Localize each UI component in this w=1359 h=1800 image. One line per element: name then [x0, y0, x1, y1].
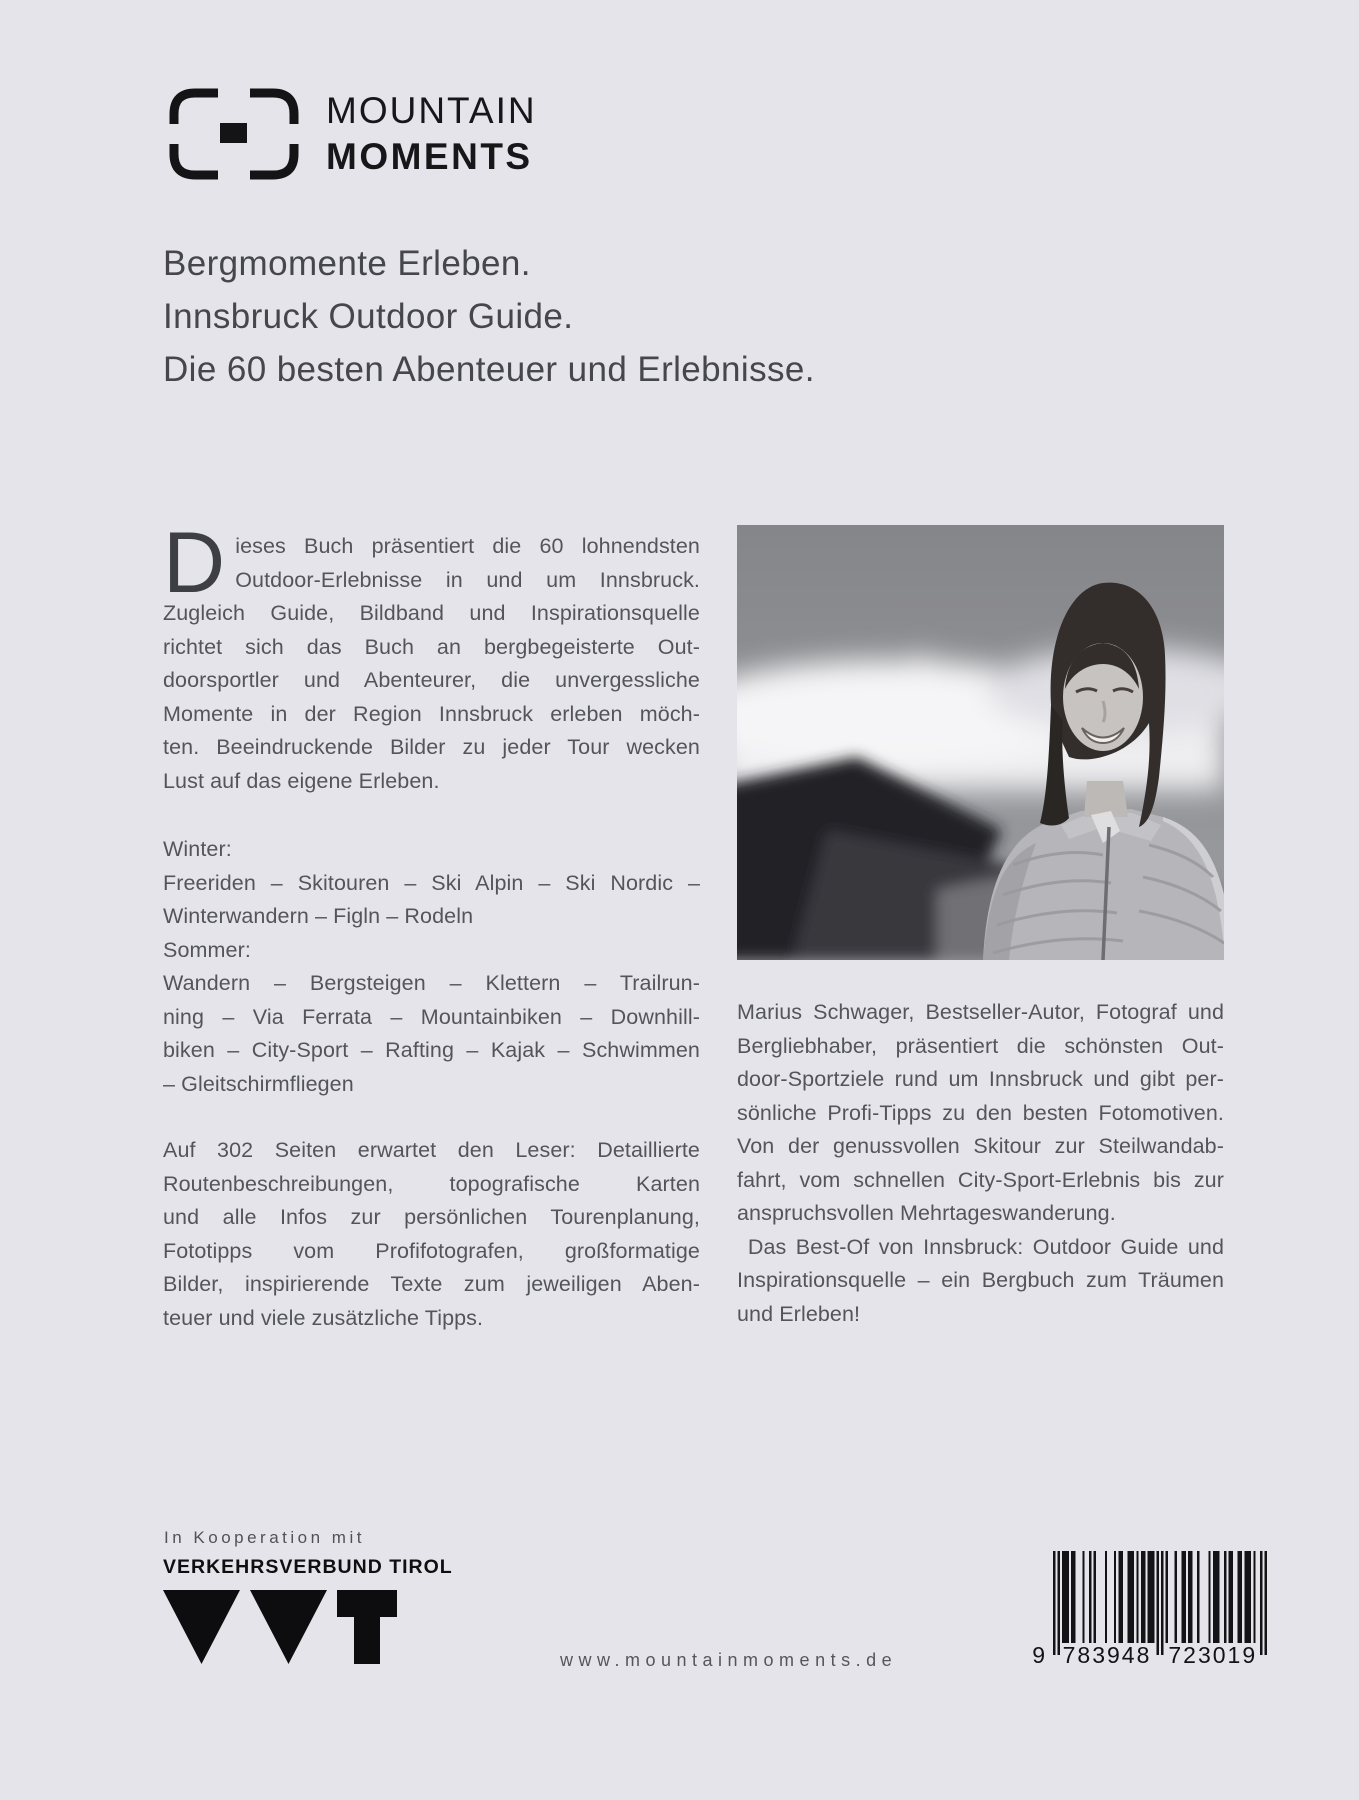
logo-word-moments: MOMENTS [326, 136, 533, 177]
mountain-moments-logo [163, 84, 537, 184]
vvt-logo [163, 1590, 397, 1664]
cooperation-label: In Kooperation mit [164, 1528, 365, 1547]
svg-text:783948: 783948 [1062, 1642, 1152, 1668]
camera-frame-icon [163, 84, 305, 184]
vvt-triangle-icon [163, 1590, 240, 1664]
svg-text:9: 9 [1032, 1642, 1047, 1668]
partner-name: VERKEHRSVERBUND TIROL [163, 1556, 453, 1578]
activities-list: Winter: Freeriden – Skitouren – Ski Alpin – Ski Nordic – Winterwandern – Figln – Rodeln Sommer: Wandern – Bergsteigen – Klettern – Trailrun- ning – Via Ferrata – Mountainbiken – Downhill- biken – City-Sport – Rafting – Kajak – Schwimmen – Gleitschirmfliegen [163, 837, 700, 1096]
logo-word-mountain: MOUNTAIN [326, 90, 537, 131]
author-paragraph: Marius Schwager, Bestseller-Autor, Fotograf und Bergliebhaber, präsentiert die schönsten Out- door-Sportziele rund um Innsbruck und gibt per- sönliche Profi-Tipps zu den besten Fotomotiven. Von der genussvollen Skitour zur Steilwandab- fahrt, vom schnellen City-Sport-Erlebnis bis zur anspruchsvollen Mehrtageswanderung. Das Best-Of von Innsbruck: Outdoor Guide und Inspirationsquelle – ein Bergbuch zum Träumen und Erleben! [737, 1000, 1224, 1326]
logo-wordmark [326, 88, 537, 180]
svg-text:723019: 723019 [1168, 1642, 1258, 1668]
isbn-barcode [1031, 1551, 1271, 1674]
intro-paragraph: D ieses Buch präsentiert die 60 lohnendsten Outdoor-Erlebnisse in und um Innsbruck. Zugleich Guide, Bildband und Inspirationsquelle richtet sich das Buch an bergbegeisterte Out- doorsportler und Abenteurer, die unvergessliche Momente in der Region Innsbruck erleben möch- ten. Beeindruckende Bilder zu jeder Tour wecken Lust auf das eigene Erleben. [163, 515, 700, 793]
vvt-letter-t [337, 1590, 397, 1664]
pages-paragraph: Auf 302 Seiten erwartet den Leser: Detaillierte Routenbeschreibungen, topografische Karten und alle Infos zur persönlichen Tourenplanung, Fototipps vom Profifotografen, großformatige Bilder, inspirierende Texte zum jeweiligen Aben- teuer und viele zusätzliche Tipps. [163, 1138, 700, 1330]
left-text-column [163, 515, 700, 1335]
vvt-triangle-icon [250, 1590, 327, 1664]
dropcap-letter: D [163, 515, 226, 611]
right-text-column [737, 525, 1224, 1331]
website-url: www.mountainmoments.de [560, 1650, 898, 1670]
author-photo [737, 525, 1224, 960]
title-block: Bergmomente Erleben. Innsbruck Outdoor Guide. Die 60 besten Abenteuer und Erlebnisse. [163, 244, 815, 389]
